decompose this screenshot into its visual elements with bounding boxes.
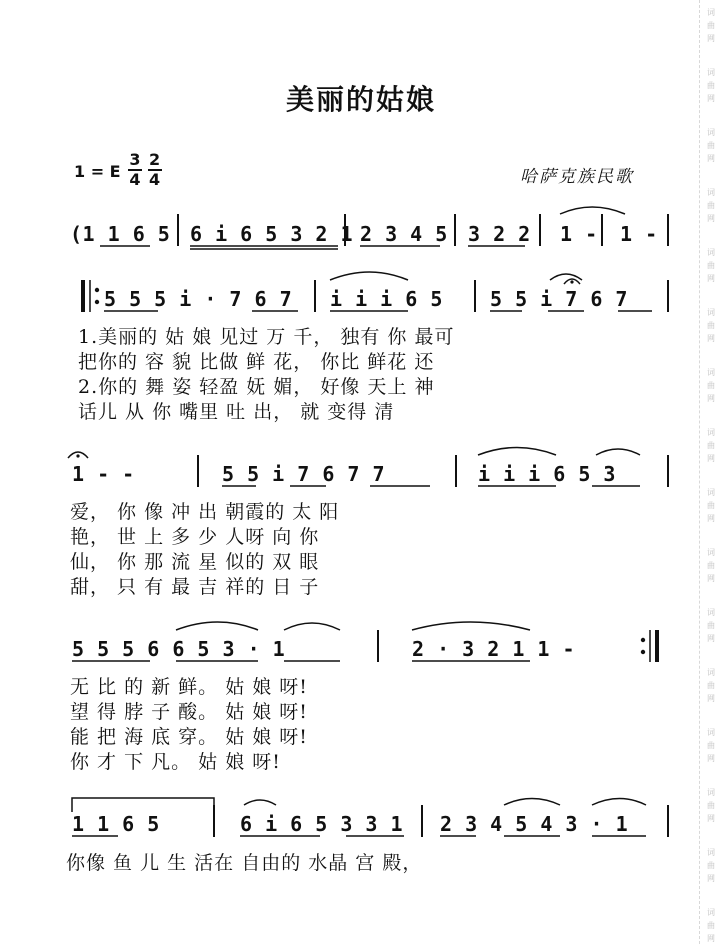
- watermark-char: 网: [707, 34, 715, 43]
- lyric-line-2: 把你的 容 貌 比做 鲜 花， 你比 鲜花 还: [78, 351, 435, 373]
- watermark-group: [704, 726, 718, 765]
- fermata-dot: [570, 280, 573, 283]
- watermark-char: 词: [707, 608, 715, 617]
- watermark-column: [699, 0, 722, 944]
- verse-measure-2: i i i 6 5: [330, 287, 443, 311]
- lyric-line-13: 你像 鱼 儿 生 活在 自由的 水晶 宫 殿，: [66, 852, 423, 874]
- watermark-char: 网: [707, 94, 715, 103]
- watermark-group: [704, 426, 718, 465]
- watermark-group: [704, 186, 718, 225]
- lyric-line-5: 爱， 你 像 冲 出 朝霞的 太 阳: [70, 501, 340, 523]
- beams: [72, 246, 652, 836]
- watermark-group: [704, 6, 718, 45]
- watermark-char: 曲: [707, 321, 715, 330]
- lyric-line-6: 艳， 世 上 多 少 人呀 向 你: [70, 526, 320, 548]
- watermark-char: 词: [707, 848, 715, 857]
- slur: [244, 800, 276, 805]
- watermark-char: 词: [707, 488, 715, 497]
- repeat-dot: [95, 288, 99, 292]
- line4-measure-1: 5 5 5 6 6 5 3 · 1: [72, 637, 286, 661]
- slur: [592, 799, 646, 806]
- meter1-den: 4: [129, 170, 141, 189]
- watermark-char: 网: [707, 394, 715, 403]
- line3-measure-2: 5 5 i 7 6 7 7: [222, 462, 386, 486]
- watermark-char: 网: [707, 934, 715, 943]
- lyric-line-10: 望 得 脖 子 酸。 姑 娘 呀!: [70, 701, 308, 723]
- lyric-line-9: 无 比 的 新 鲜。 姑 娘 呀!: [70, 676, 308, 698]
- verse-measure-3: 5 5 i 7 6 7: [490, 287, 628, 311]
- lyric-line-8: 甜， 只 有 最 吉 祥的 日 子: [70, 576, 320, 598]
- watermark-char: 网: [707, 514, 715, 523]
- intro-measure-2: 6 i 6 5 3 2 1: [190, 222, 354, 246]
- watermark-group: [704, 246, 718, 285]
- watermark-char: 曲: [707, 261, 715, 270]
- song-title: 美丽的姑娘: [285, 83, 436, 116]
- watermark-char: 网: [707, 814, 715, 823]
- watermark-char: 词: [707, 8, 715, 17]
- watermark-char: 词: [707, 368, 715, 377]
- slur: [176, 622, 258, 630]
- line5-measure-3: 2 3 4 5 4 3 · 1: [440, 812, 629, 836]
- lyric-line-1: 1.美丽的 姑 娘 见过 万 千， 独有 你 最可: [78, 326, 455, 348]
- slur: [412, 622, 530, 630]
- watermark-char: 曲: [707, 81, 715, 90]
- watermark-char: 曲: [707, 741, 715, 750]
- watermark-group: [704, 846, 718, 885]
- watermark-char: 词: [707, 728, 715, 737]
- watermark-char: 曲: [707, 681, 715, 690]
- meter2-num: 2: [149, 150, 161, 169]
- lyric-line-7: 仙， 你 那 流 星 似的 双 眼: [70, 551, 320, 573]
- watermark-group: [704, 366, 718, 405]
- key-signature: 1 = E: [74, 162, 121, 181]
- composer-credit: 哈萨克族民歌: [520, 167, 634, 187]
- line5-measure-2: 6 i 6 5 3 3 1: [240, 812, 404, 836]
- lyric-line-12: 你 才 下 凡。 姑 娘 呀!: [70, 751, 281, 773]
- barlines: [83, 214, 668, 837]
- watermark-char: 曲: [707, 141, 715, 150]
- repeat-dot: [95, 300, 99, 304]
- watermark-char: 词: [707, 668, 715, 677]
- slur: [478, 448, 556, 456]
- watermark-char: 网: [707, 574, 715, 583]
- watermark-char: 曲: [707, 201, 715, 210]
- watermark-char: 词: [707, 248, 715, 257]
- watermark-char: 词: [707, 908, 715, 917]
- watermark-group: [704, 906, 718, 945]
- watermark-group: [704, 306, 718, 345]
- fermata-dot: [76, 454, 79, 457]
- line5-measure-1: 1 1 6 5: [72, 812, 160, 836]
- watermark-group: [704, 126, 718, 165]
- intro-measure-5: 1 -: [560, 222, 598, 246]
- watermark-char: 曲: [707, 801, 715, 810]
- slurs: [176, 207, 646, 805]
- watermark-char: 网: [707, 454, 715, 463]
- line4-measure-2: 2 · 3 2 1 1 -: [412, 637, 576, 661]
- volta-bracket: [72, 798, 214, 830]
- tie-slur: [560, 207, 625, 214]
- repeat-dots: [95, 288, 645, 654]
- watermark-char: 曲: [707, 561, 715, 570]
- watermark-char: 曲: [707, 621, 715, 630]
- slur: [284, 623, 340, 630]
- slur: [550, 274, 582, 280]
- watermark-char: 曲: [707, 861, 715, 870]
- watermark-char: 曲: [707, 381, 715, 390]
- watermark-group: [704, 666, 718, 705]
- watermark-char: 曲: [707, 21, 715, 30]
- watermark-char: 网: [707, 754, 715, 763]
- line3-measure-3: i i i 6 5 3: [478, 462, 616, 486]
- watermark-char: 词: [707, 68, 715, 77]
- watermark-char: 词: [707, 788, 715, 797]
- repeat-dot: [641, 650, 645, 654]
- meter2-den: 4: [149, 170, 161, 189]
- watermark-char: 曲: [707, 501, 715, 510]
- lyric-line-3: 2.你的 舞 姿 轻盈 妩 媚， 好像 天上 神: [78, 376, 435, 398]
- lyric-line-4: 话儿 从 你 嘴里 吐 出， 就 变得 清: [78, 401, 395, 423]
- watermark-char: 网: [707, 274, 715, 283]
- repeat-dot: [641, 638, 645, 642]
- watermark-char: 词: [707, 548, 715, 557]
- watermark-char: 网: [707, 154, 715, 163]
- watermark-char: 网: [707, 334, 715, 343]
- watermark-group: [704, 486, 718, 525]
- watermark-char: 词: [707, 428, 715, 437]
- slur: [504, 799, 560, 806]
- watermark-char: 网: [707, 694, 715, 703]
- volta-line: [72, 798, 214, 830]
- watermark-group: [704, 786, 718, 825]
- lyric-line-11: 能 把 海 底 穿。 姑 娘 呀!: [70, 726, 308, 748]
- watermark-char: 曲: [707, 441, 715, 450]
- watermark-char: 网: [707, 634, 715, 643]
- meter1-num: 3: [129, 150, 141, 169]
- intro-measure-4: 3 2 2: [468, 222, 531, 246]
- slur: [596, 449, 640, 455]
- intro-measure-6: 1 -: [620, 222, 658, 246]
- watermark-char: 曲: [707, 921, 715, 930]
- fermatas: [68, 279, 580, 458]
- verse-measure-1: 5 5 5 i · 7 6 7: [104, 287, 293, 311]
- watermark-group: [704, 606, 718, 645]
- fermata-dots: [76, 280, 573, 457]
- watermark-char: 词: [707, 308, 715, 317]
- watermark-char: 词: [707, 128, 715, 137]
- slur: [330, 272, 408, 280]
- watermark-char: 网: [707, 214, 715, 223]
- intro-measure-1: (1 1 6 5: [70, 222, 171, 246]
- line3-measure-1: 1 - -: [72, 462, 135, 486]
- watermark-group: [704, 546, 718, 585]
- intro-measure-3: 2 3 4 5: [360, 222, 448, 246]
- watermark-char: 网: [707, 874, 715, 883]
- watermark-char: 词: [707, 188, 715, 197]
